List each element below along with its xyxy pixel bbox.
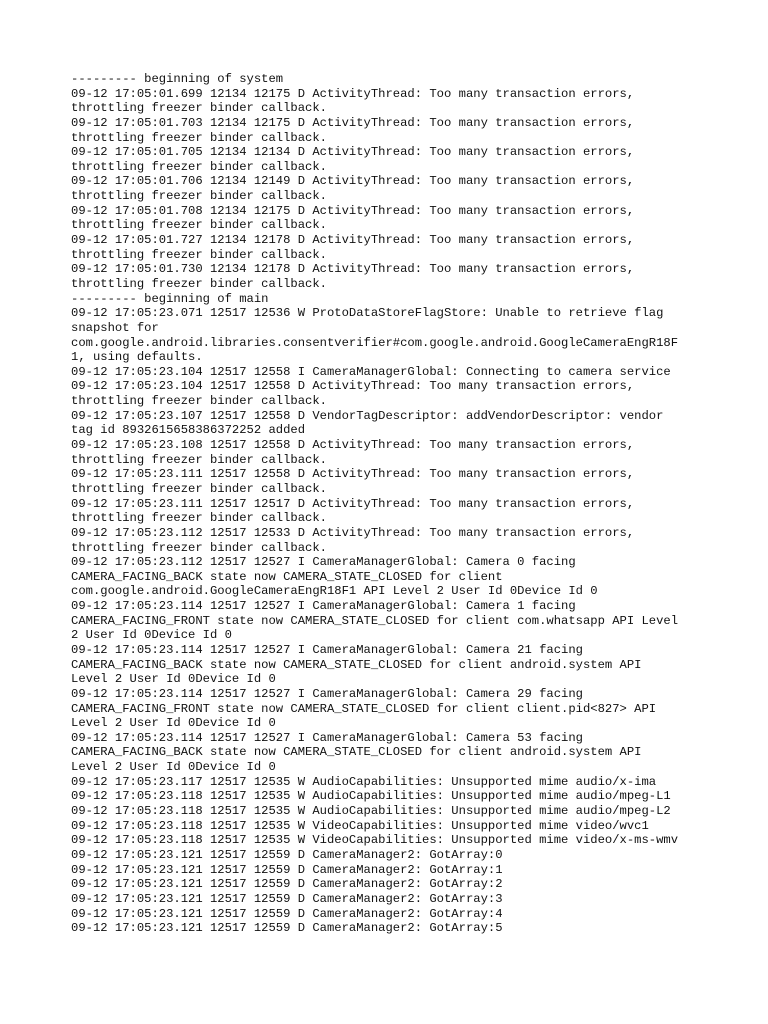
log-line: 09-12 17:05:23.112 12517 12527 I CameraManagerGlobal: Camera 0 facing — [71, 555, 576, 570]
log-line: throttling freezer binder callback. — [71, 394, 327, 409]
log-line: 09-12 17:05:01.708 12134 12175 D ActivityThread: Too many transaction errors, — [71, 203, 635, 218]
log-line: 09-12 17:05:23.107 12517 12558 D VendorTagDescriptor: addVendorDescriptor: vendor — [71, 408, 664, 423]
log-line: 09-12 17:05:23.114 12517 12527 I CameraManagerGlobal: Camera 29 facing — [71, 686, 583, 701]
log-line: throttling freezer binder callback. — [71, 218, 327, 233]
log-line: 09-12 17:05:01.705 12134 12134 D ActivityThread: Too many transaction errors, — [71, 145, 635, 160]
log-line: CAMERA_FACING_BACK state now CAMERA_STATE_CLOSED for client — [71, 569, 503, 584]
log-line: throttling freezer binder callback. — [71, 189, 327, 204]
log-line: throttling freezer binder callback. — [71, 452, 327, 467]
log-line: 09-12 17:05:23.108 12517 12558 D ActivityThread: Too many transaction errors, — [71, 438, 635, 453]
log-line: 09-12 17:05:23.118 12517 12535 W VideoCapabilities: Unsupported mime video/x-ms-wmv — [71, 833, 679, 848]
log-line: throttling freezer binder callback. — [71, 481, 327, 496]
log-line: 09-12 17:05:23.121 12517 12559 D CameraManager2: GotArray:3 — [71, 891, 503, 906]
log-line: 09-12 17:05:01.699 12134 12175 D ActivityThread: Too many transaction errors, — [71, 86, 635, 101]
log-line: com.google.android.GoogleCameraEngR18F1 API Level 2 User Id 0Device Id 0 — [71, 584, 598, 599]
log-line: tag id 8932615658386372252 added — [71, 423, 306, 438]
log-line: throttling freezer binder callback. — [71, 159, 327, 174]
log-line: 09-12 17:05:23.071 12517 12536 W ProtoDataStoreFlagStore: Unable to retrieve flag — [71, 306, 664, 321]
log-line: CAMERA_FACING_BACK state now CAMERA_STATE_CLOSED for client android.system API — [71, 657, 642, 672]
log-line: throttling freezer binder callback. — [71, 101, 327, 116]
log-line: throttling freezer binder callback. — [71, 130, 327, 145]
log-line: throttling freezer binder callback. — [71, 247, 327, 262]
log-line: 09-12 17:05:23.111 12517 12517 D ActivityThread: Too many transaction errors, — [71, 496, 635, 511]
log-line: 09-12 17:05:23.118 12517 12535 W AudioCapabilities: Unsupported mime audio/mpeg-L1 — [71, 789, 671, 804]
log-line: snapshot for — [71, 320, 159, 335]
log-text — [71, 72, 711, 936]
log-line: 09-12 17:05:23.118 12517 12535 W AudioCapabilities: Unsupported mime audio/mpeg-L2 — [71, 804, 671, 819]
log-line: 2 User Id 0Device Id 0 — [71, 628, 232, 643]
log-line: CAMERA_FACING_FRONT state now CAMERA_STATE_CLOSED for client com.whatsapp API Level — [71, 613, 679, 628]
log-line: CAMERA_FACING_FRONT state now CAMERA_STATE_CLOSED for client client.pid<827> API — [71, 701, 657, 716]
log-line: throttling freezer binder callback. — [71, 540, 327, 555]
log-line: 09-12 17:05:23.114 12517 12527 I CameraManagerGlobal: Camera 1 facing — [71, 599, 576, 614]
log-line: 09-12 17:05:23.104 12517 12558 D ActivityThread: Too many transaction errors, — [71, 379, 635, 394]
log-line: 09-12 17:05:23.121 12517 12559 D CameraManager2: GotArray:0 — [71, 847, 503, 862]
log-line: 09-12 17:05:23.118 12517 12535 W VideoCapabilities: Unsupported mime video/wvc1 — [71, 818, 649, 833]
log-line: 09-12 17:05:23.121 12517 12559 D CameraManager2: GotArray:2 — [71, 877, 503, 892]
log-line: 09-12 17:05:01.730 12134 12178 D ActivityThread: Too many transaction errors, — [71, 262, 635, 277]
log-line: 09-12 17:05:23.104 12517 12558 I CameraManagerGlobal: Connecting to camera service — [71, 364, 671, 379]
log-line: CAMERA_FACING_BACK state now CAMERA_STATE_CLOSED for client android.system API — [71, 745, 642, 760]
log-line: throttling freezer binder callback. — [71, 511, 327, 526]
log-line: --------- beginning of main — [71, 291, 269, 306]
log-line: 09-12 17:05:01.706 12134 12149 D ActivityThread: Too many transaction errors, — [71, 174, 635, 189]
log-line: com.google.android.libraries.consentverifier#com.google.android.GoogleCameraEngR18F — [71, 335, 679, 350]
log-line: 09-12 17:05:23.117 12517 12535 W AudioCapabilities: Unsupported mime audio/x-ima — [71, 774, 657, 789]
log-line: 09-12 17:05:23.121 12517 12559 D CameraManager2: GotArray:4 — [71, 906, 503, 921]
log-line: 09-12 17:05:23.121 12517 12559 D CameraManager2: GotArray:1 — [71, 862, 503, 877]
log-line: --------- beginning of system — [71, 72, 284, 86]
log-line: Level 2 User Id 0Device Id 0 — [71, 760, 276, 775]
log-line: 09-12 17:05:23.112 12517 12533 D ActivityThread: Too many transaction errors, — [71, 525, 635, 540]
log-line: Level 2 User Id 0Device Id 0 — [71, 716, 276, 731]
log-line: 09-12 17:05:23.121 12517 12559 D CameraManager2: GotArray:5 — [71, 921, 503, 936]
log-line: 09-12 17:05:01.703 12134 12175 D ActivityThread: Too many transaction errors, — [71, 115, 635, 130]
log-line: 09-12 17:05:01.727 12134 12178 D ActivityThread: Too many transaction errors, — [71, 233, 635, 248]
log-line: 09-12 17:05:23.114 12517 12527 I CameraManagerGlobal: Camera 53 facing — [71, 730, 583, 745]
log-line: throttling freezer binder callback. — [71, 276, 327, 291]
log-line: 09-12 17:05:23.114 12517 12527 I CameraManagerGlobal: Camera 21 facing — [71, 642, 583, 657]
log-line: 09-12 17:05:23.111 12517 12558 D ActivityThread: Too many transaction errors, — [71, 467, 635, 482]
log-line: Level 2 User Id 0Device Id 0 — [71, 672, 276, 687]
log-line: 1, using defaults. — [71, 350, 203, 365]
